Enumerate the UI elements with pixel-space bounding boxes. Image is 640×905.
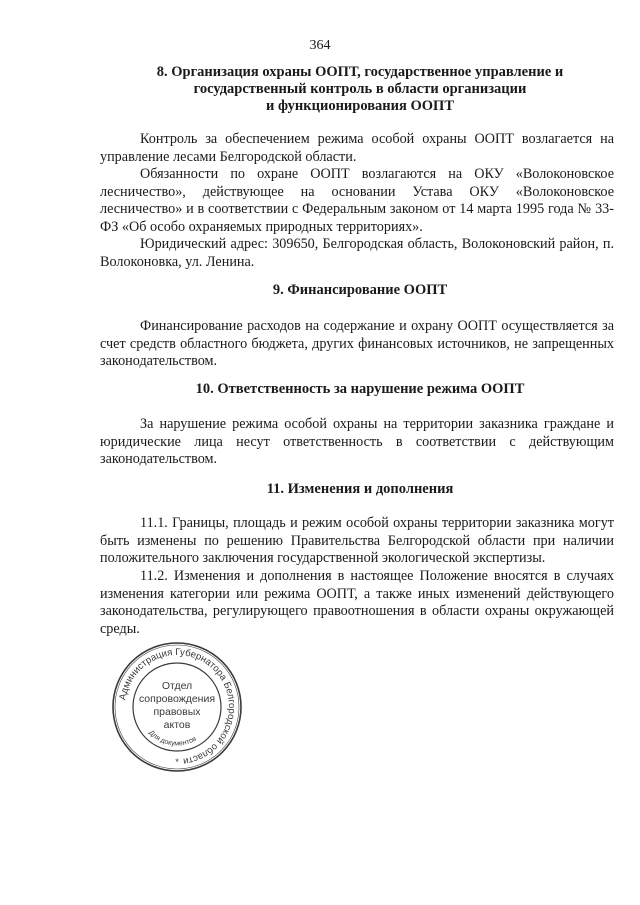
section-11-paragraph-2: 11.2. Изменения и дополнения в настоящее Положение вносятся в случаях изменения категории или режима ООПТ, а также иных изменений действующего законодательства, регулирующего правоотношения в области охраны окружающей среды. bbox=[100, 568, 614, 637]
section-8-paragraph-2: Обязанности по охране ООПТ возлагаются на ОКУ «Волоконовское лесничество», действующее на основании Устава ОКУ «Волоконовское лесничество» и в соответствии с Федеральным законом от 14 марта 1995 года № 33-ФЗ «Об особо охраняемых природных территориях». bbox=[100, 166, 614, 235]
section-8-paragraph-1: Контроль за обеспечением режима особой охраны ООПТ возлагается на управление лесами Белгородской области. bbox=[100, 131, 614, 165]
stamp-inner-line: сопровождения bbox=[138, 693, 216, 705]
section-11-paragraph-1: 11.1. Границы, площадь и режим особой охраны территории заказника могут быть изменены по решению Правительства Белгородской области при наличии положительного заключения государственной экологической экспертизы. bbox=[100, 515, 614, 567]
section-8-heading-line: государственный контроль в области организации bbox=[193, 81, 527, 97]
section-9-heading: 9. Финансирование ООПТ bbox=[272, 282, 448, 298]
section-8-heading bbox=[100, 64, 620, 115]
section-9-paragraph-1: Финансирование расходов на содержание и охрану ООПТ осуществляется за счет средств областного бюджета, других финансовых источников, не запрещенных законодательством. bbox=[100, 318, 614, 370]
official-stamp bbox=[110, 640, 244, 774]
stamp-ring-text-path: Администрация Губернатора Белгородской области bbox=[117, 646, 238, 767]
section-11-heading: 11. Изменения и дополнения bbox=[266, 481, 454, 497]
stamp-inner-line: Отдел bbox=[161, 680, 193, 692]
section-10-heading: 10. Ответственность за нарушение режима ООПТ bbox=[195, 381, 525, 397]
section-8-heading-line: и функционирования ООПТ bbox=[266, 98, 454, 114]
stamp-graphic bbox=[110, 640, 244, 774]
section-8-heading-line: 8. Организация охраны ООПТ, государственное управление и bbox=[156, 64, 564, 80]
page-number: 364 bbox=[309, 38, 331, 53]
stamp-inner-line: правовых bbox=[153, 706, 201, 718]
stamp-bottom-text-path: Для документов bbox=[147, 729, 198, 748]
stamp-inner-line: актов bbox=[163, 719, 191, 731]
stamp-star: * bbox=[175, 757, 179, 767]
section-8-paragraph-3: Юридический адрес: 309650, Белгородская область, Волоконовский район, п. Волоконовка, ул. Ленина. bbox=[100, 236, 614, 270]
section-10-paragraph-1: За нарушение режима особой охраны на территории заказника граждане и юридические лица несут ответственность в соответствии с действующим законодательством. bbox=[100, 416, 614, 468]
